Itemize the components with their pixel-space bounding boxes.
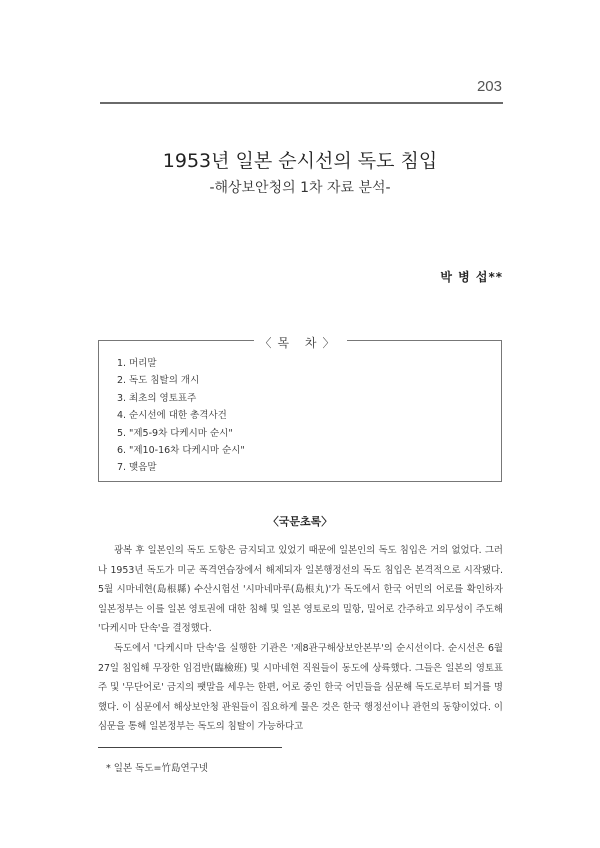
abstract-body [98, 541, 503, 737]
page-number: 203 [476, 78, 502, 95]
footnote-rule [98, 747, 282, 748]
toc-heading-label: 〈목 차〉 [254, 336, 347, 350]
toc-item [117, 425, 245, 442]
abstract-paragraph: 광복 후 일본인의 독도 도항은 금지되고 있었기 때문에 일본인의 독도 침입은 거의 없었다. 그러나 1953년 독도가 미군 폭격연습장에서 해제되자 일본행정선의 독도 침입은 본격적으로 시작됐다. 5월 시마네현(島根縣) 수산시험선 '시마네마루(島根丸)'가 독도에서 한국 어민의 어로를 확인하자 일본정부는 이를 일본 영토권에 대한 침해 및 일본 영토로의 밀항, 밀어로 간주하고 외무성이 주도해 '다케시마 단속'을 결정했다. [98, 545, 503, 635]
toc-item-number: 1. [117, 358, 127, 369]
toc-item-label: 최초의 영토표주 [129, 392, 197, 404]
header-rule [100, 102, 503, 104]
table-of-contents [98, 336, 502, 482]
toc-item-label: "제5-9차 다케시마 순시" [129, 427, 233, 439]
toc-item-label: 독도 침탈의 개시 [129, 375, 200, 387]
toc-item [117, 390, 245, 407]
toc-item [117, 442, 245, 459]
author: 박 병 섭** [440, 270, 503, 284]
toc-item-number: 6. [117, 444, 127, 456]
toc-item [117, 459, 245, 476]
toc-item [117, 372, 245, 389]
toc-item [117, 407, 245, 424]
abstract-heading: 〈국문초록〉 [267, 515, 333, 528]
toc-item-number: 3. [117, 392, 127, 404]
toc-item-label: 맺음말 [129, 462, 157, 474]
toc-item-label: 순시선에 대한 총격사건 [129, 410, 227, 422]
article-subtitle: -해상보안청의 1차 자료 분석- [209, 180, 391, 196]
toc-item-label: "제10-16차 다케시마 순시" [129, 444, 245, 456]
toc-heading [99, 332, 501, 351]
abstract-paragraph: 독도에서 '다케시마 단속'을 실행한 기관은 '제8관구해상보안본부'의 순시선이다. 순시선은 6월 27일 침입해 무장한 임검반(臨檢班) 및 시마네현 직원들이 동도에 상륙했다. 그들은 일본의 영토표주 및 '무단어로' 금지의 팻말을 세우는 한편, 어로 중인 한국 어민들을 심문해 독도로부터 퇴거를 명했다. 이 심문에서 해상보안청 관원들이 집요하게 물은 것은 한국 행정선이나 관헌의 동향이었다. 이 심문을 통해 일본정부는 독도의 침탈이 가능하다고 [98, 642, 503, 733]
toc-item-number: 7. [117, 462, 127, 474]
footnote: * 일본 독도=竹島연구넷 [106, 763, 208, 774]
toc-item-number: 2. [117, 375, 127, 387]
toc-list [117, 355, 245, 477]
toc-item-number: 5. [117, 427, 127, 439]
toc-item-number: 4. [117, 410, 127, 422]
article-title: 1953년 일본 순시선의 독도 침입 [162, 150, 438, 172]
toc-item [117, 355, 245, 372]
toc-item-label: 머리말 [129, 358, 157, 369]
